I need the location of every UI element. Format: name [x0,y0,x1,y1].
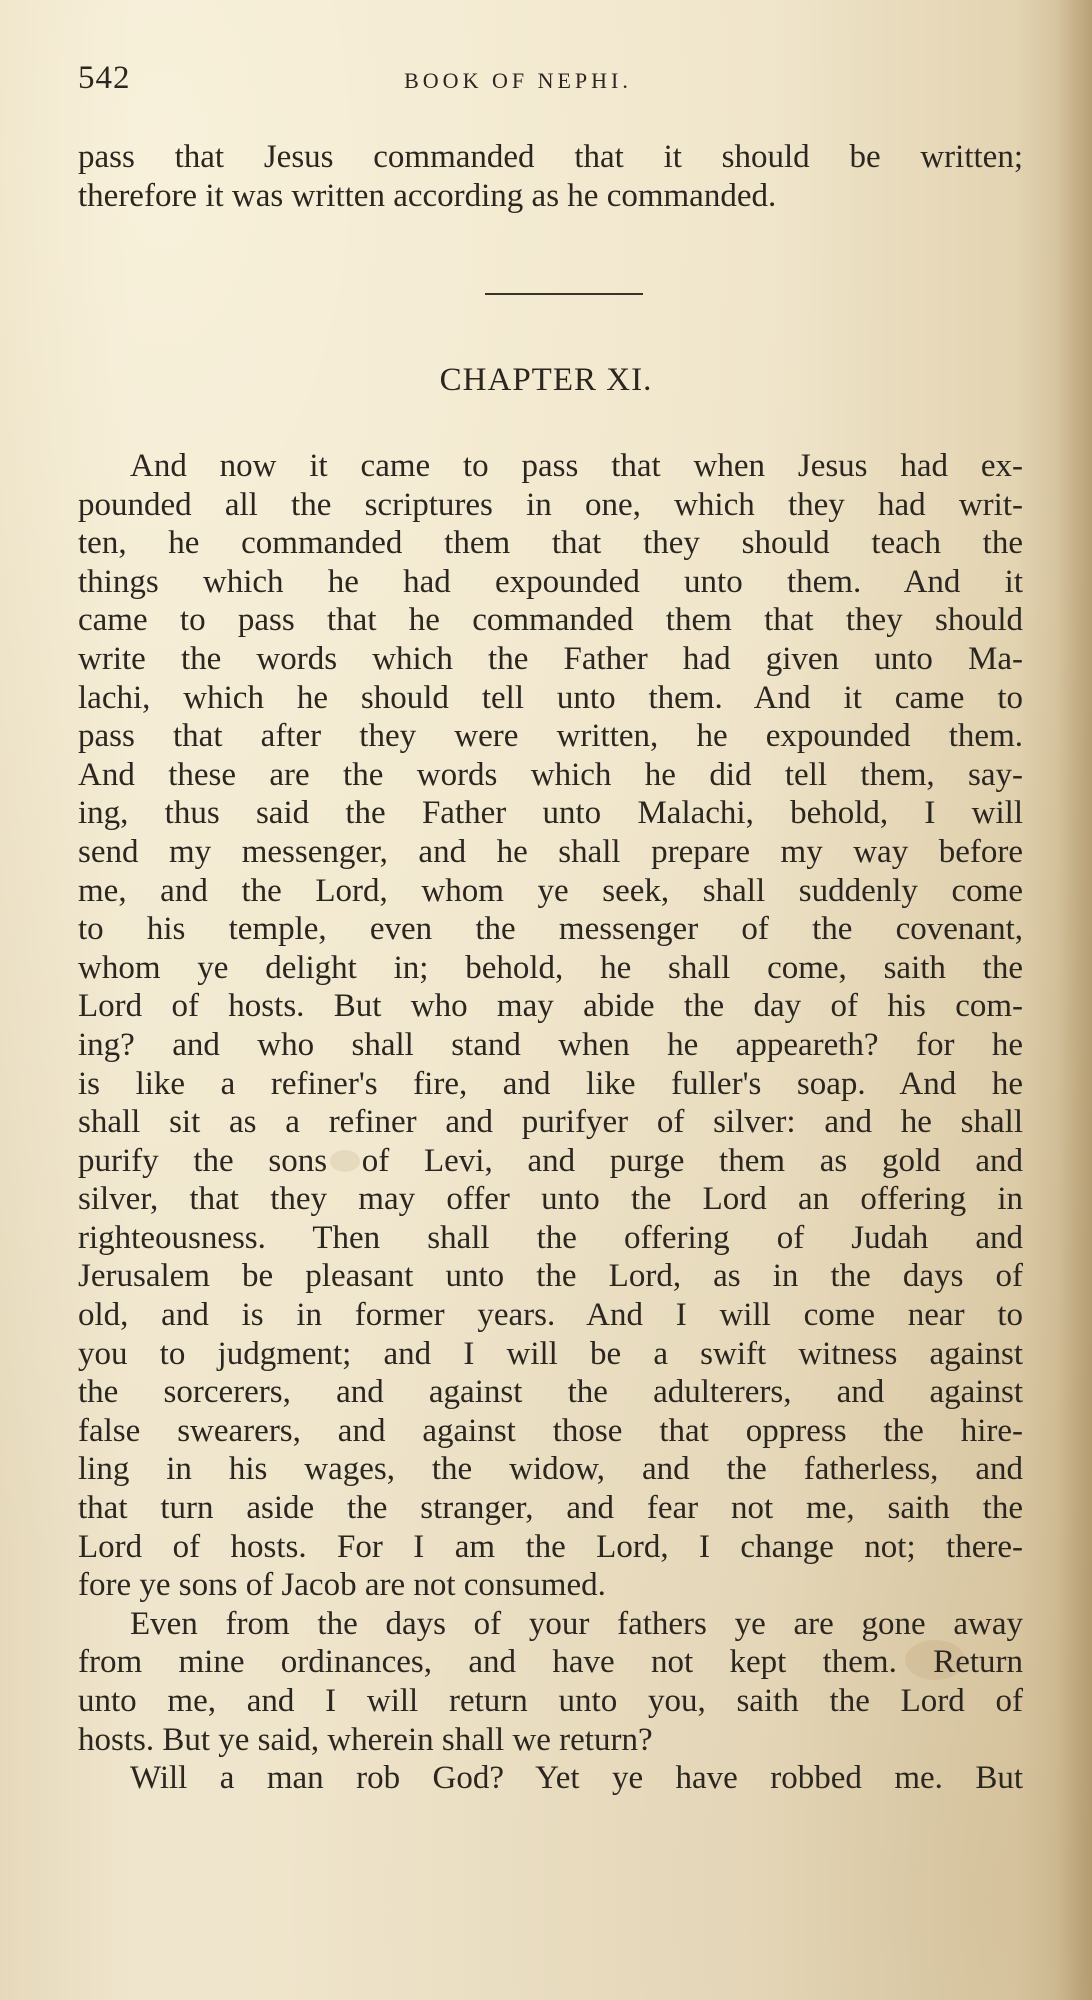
text-line: Lord of hosts. But who may abide the day of his com- [78,988,1023,1025]
page-edge-shadow [1058,0,1092,2000]
text-line: is like a refiner's fire, and like fuller's soap. And he [78,1065,1023,1102]
text-line: whom ye delight in; behold, he shall come, saith the [78,949,1023,986]
running-head: BOOK OF NEPHI. [404,68,632,93]
text-line: came to pass that he commanded them that they should [78,602,1023,639]
text-line: fore ye sons of Jacob are not consumed. [78,1567,606,1604]
text-line: send my messenger, and he shall prepare my way before [78,833,1023,870]
section-divider [485,293,643,295]
text-line: old, and is in former years. And I will come near to [78,1297,1023,1334]
text-line: pounded all the scriptures in one, which they had writ- [78,486,1023,523]
text-line: therefore it was written according as he commanded. [78,177,777,214]
page-header [78,60,1023,104]
text-line: ten, he commanded them that they should teach the [78,525,1023,562]
text-line: righteousness. Then shall the offering of Judah and [78,1219,1023,1256]
text-line: And these are the words which he did tell them, say- [78,756,1023,793]
text-line: you to judgment; and I will be a swift witness against [78,1335,1023,1372]
continuation-paragraph [78,138,1023,215]
text-line: Jerusalem be pleasant unto the Lord, as in the days of [78,1258,1023,1295]
text-line: purify the sons of Levi, and purge them as gold and [78,1142,1023,1179]
text-line: unto me, and I will return unto you, saith the Lord of [78,1683,1023,1719]
text-line: to his temple, even the messenger of the covenant, [78,911,1023,948]
text-line: false swearers, and against those that oppress the hire- [78,1412,1023,1449]
text-line: pass that after they were written, he expounded them. [78,718,1023,755]
text-line: Will a man rob God? Yet ye have robbed me. But [130,1760,1023,1797]
text-line: silver, that they may offer unto the Lord an offering in [78,1181,1023,1218]
text-line: write the words which the Father had given unto Ma- [78,640,1023,677]
text-line: lachi, which he should tell unto them. And it came to [78,679,1023,716]
page-number: 542 [78,60,131,96]
chapter-heading: CHAPTER XI. [439,362,653,398]
text-line: me, and the Lord, whom ye seek, shall suddenly come [78,872,1023,909]
text-line: And now it came to pass that when Jesus had ex- [130,448,1023,484]
text-line: ling in his wages, the widow, and the fatherless, and [78,1451,1023,1488]
text-line: Lord of hosts. For I am the Lord, I change not; there- [78,1528,1023,1565]
text-line: from mine ordinances, and have not kept them. Return [78,1644,1023,1681]
chapter-body [78,447,1023,1798]
text-line: shall sit as a refiner and purifyer of silver: and he shall [78,1104,1023,1141]
text-line: things which he had expounded unto them. And it [78,563,1023,600]
text-line: hosts. But ye said, wherein shall we return? [78,1721,653,1758]
text-line: ing, thus said the Father unto Malachi, behold, I will [78,795,1023,832]
text-line: the sorcerers, and against the adulterers, and against [78,1374,1023,1411]
text-line: Even from the days of your fathers ye are gone away [130,1605,1023,1642]
text-line: that turn aside the stranger, and fear not me, saith the [78,1490,1023,1527]
text-line: ing? and who shall stand when he appeareth? for he [78,1026,1023,1063]
text-line: pass that Jesus commanded that it should be written; [78,139,1023,175]
